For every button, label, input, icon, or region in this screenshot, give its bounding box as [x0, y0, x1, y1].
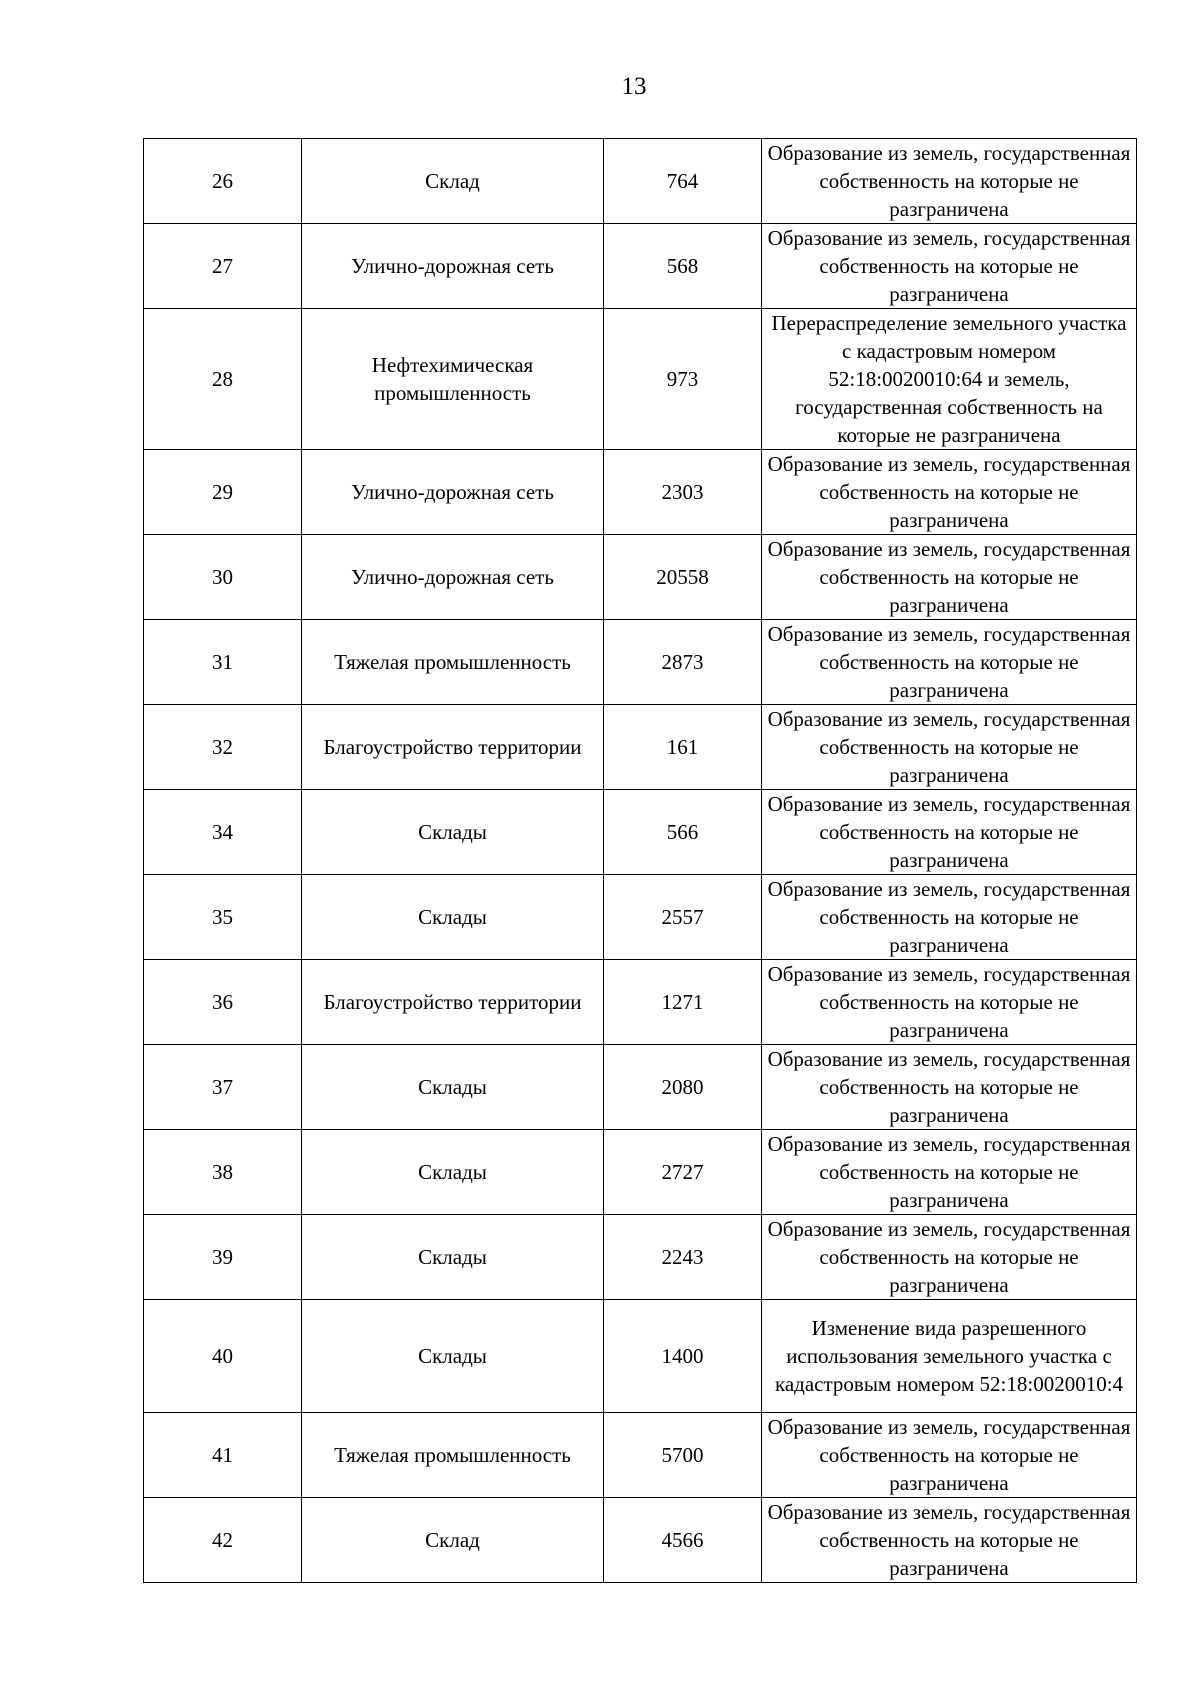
area-cell: 2243	[604, 1215, 762, 1300]
plot-number-cell: 36	[144, 960, 302, 1045]
page-number: 13	[621, 73, 647, 100]
plot-number-cell: 37	[144, 1045, 302, 1130]
plot-number-cell: 30	[144, 535, 302, 620]
table-row	[144, 960, 1137, 1045]
permitted-use-cell: Склады	[302, 1045, 604, 1130]
plot-number-cell: 40	[144, 1300, 302, 1413]
table-row	[144, 620, 1137, 705]
plot-number-cell: 35	[144, 875, 302, 960]
area-cell: 5700	[604, 1413, 762, 1498]
formation-method-cell: Образование из земель, государственная собственность на которые не разграничена	[762, 1215, 1137, 1300]
plot-number-cell: 29	[144, 450, 302, 535]
permitted-use-cell: Улично-дорожная сеть	[302, 450, 604, 535]
formation-method-cell: Образование из земель, государственная собственность на которые не разграничена	[762, 1498, 1137, 1583]
area-cell: 973	[604, 309, 762, 450]
formation-method-cell: Образование из земель, государственная собственность на которые не разграничена	[762, 535, 1137, 620]
permitted-use-cell: Тяжелая промышленность	[302, 620, 604, 705]
area-cell: 2727	[604, 1130, 762, 1215]
plot-number-cell: 41	[144, 1413, 302, 1498]
permitted-use-cell: Благоустройство территории	[302, 705, 604, 790]
plot-number-cell: 31	[144, 620, 302, 705]
table-row	[144, 1215, 1137, 1300]
table-row	[144, 450, 1137, 535]
plot-number-cell: 34	[144, 790, 302, 875]
area-cell: 1400	[604, 1300, 762, 1413]
table-row	[144, 1130, 1137, 1215]
area-cell: 2873	[604, 620, 762, 705]
area-cell: 1271	[604, 960, 762, 1045]
plot-number-cell: 28	[144, 309, 302, 450]
formation-method-cell: Образование из земель, государственная собственность на которые не разграничена	[762, 1413, 1137, 1498]
area-cell: 568	[604, 224, 762, 309]
permitted-use-cell: Склад	[302, 139, 604, 224]
plot-number-cell: 39	[144, 1215, 302, 1300]
permitted-use-cell: Склады	[302, 1300, 604, 1413]
permitted-use-cell: Улично-дорожная сеть	[302, 224, 604, 309]
table-row	[144, 1045, 1137, 1130]
formation-method-cell: Изменение вида разрешенного использования земельного участка с кадастровым номером 52:18:0020010:4	[762, 1300, 1137, 1413]
formation-method-cell: Образование из земель, государственная собственность на которые не разграничена	[762, 1130, 1137, 1215]
formation-method-cell: Образование из земель, государственная собственность на которые не разграничена	[762, 1045, 1137, 1130]
permitted-use-cell: Склады	[302, 1130, 604, 1215]
table-row	[144, 224, 1137, 309]
area-cell: 566	[604, 790, 762, 875]
table-row	[144, 1498, 1137, 1583]
table-row	[144, 1413, 1137, 1498]
table-row	[144, 139, 1137, 224]
formation-method-cell: Образование из земель, государственная собственность на которые не разграничена	[762, 139, 1137, 224]
plot-number-cell: 32	[144, 705, 302, 790]
table-row	[144, 1300, 1137, 1413]
area-cell: 161	[604, 705, 762, 790]
formation-method-cell: Образование из земель, государственная собственность на которые не разграничена	[762, 875, 1137, 960]
area-cell: 2303	[604, 450, 762, 535]
permitted-use-cell: Склады	[302, 1215, 604, 1300]
table-row	[144, 309, 1137, 450]
formation-method-cell: Образование из земель, государственная собственность на которые не разграничена	[762, 224, 1137, 309]
formation-method-cell: Образование из земель, государственная собственность на которые не разграничена	[762, 790, 1137, 875]
area-cell: 20558	[604, 535, 762, 620]
permitted-use-cell: Тяжелая промышленность	[302, 1413, 604, 1498]
plot-number-cell: 27	[144, 224, 302, 309]
area-cell: 4566	[604, 1498, 762, 1583]
table-row	[144, 790, 1137, 875]
area-cell: 2080	[604, 1045, 762, 1130]
area-cell: 764	[604, 139, 762, 224]
permitted-use-cell: Улично-дорожная сеть	[302, 535, 604, 620]
permitted-use-cell: Нефтехимическая промышленность	[302, 309, 604, 450]
formation-method-cell: Образование из земель, государственная собственность на которые не разграничена	[762, 450, 1137, 535]
permitted-use-cell: Благоустройство территории	[302, 960, 604, 1045]
plot-number-cell: 26	[144, 139, 302, 224]
plot-number-cell: 42	[144, 1498, 302, 1583]
formation-method-cell: Образование из земель, государственная собственность на которые не разграничена	[762, 620, 1137, 705]
formation-method-cell: Образование из земель, государственная собственность на которые не разграничена	[762, 705, 1137, 790]
table-row	[144, 535, 1137, 620]
plot-number-cell: 38	[144, 1130, 302, 1215]
area-cell: 2557	[604, 875, 762, 960]
land-plots-table	[143, 138, 1137, 1583]
table-row	[144, 875, 1137, 960]
formation-method-cell: Перераспределение земельного участка с кадастровым номером 52:18:0020010:64 и земель, государственная собственность на которые не разграничена	[762, 309, 1137, 450]
permitted-use-cell: Склады	[302, 875, 604, 960]
permitted-use-cell: Склад	[302, 1498, 604, 1583]
formation-method-cell: Образование из земель, государственная собственность на которые не разграничена	[762, 960, 1137, 1045]
permitted-use-cell: Склады	[302, 790, 604, 875]
table-row	[144, 705, 1137, 790]
